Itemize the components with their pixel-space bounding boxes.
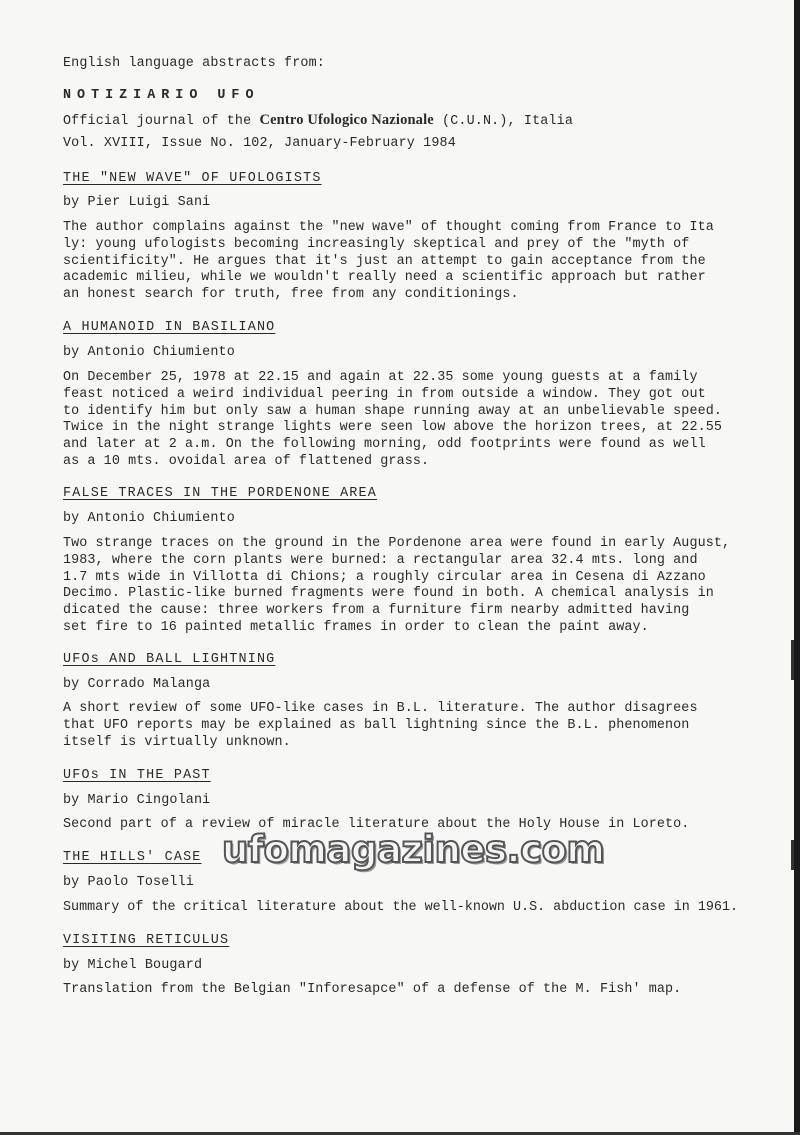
scan-edge-right: [794, 0, 800, 1135]
article-abstract: Second part of a review of miracle literature about the Holy House in Loreto.: [63, 817, 690, 832]
article-title: FALSE TRACES IN THE PORDENONE AREA: [63, 486, 378, 501]
article-abstract: Summary of the critical literature about the well-known U.S. abduction case in 1961.: [63, 900, 738, 915]
article-author: by Mario Cingolani: [63, 793, 211, 808]
article-author: by Antonio Chiumiento: [63, 511, 235, 526]
article-author: by Paolo Toselli: [63, 875, 194, 890]
article-author: by Michel Bougard: [63, 958, 203, 973]
official-suffix: (C.U.N.), Italia: [433, 114, 574, 129]
article-abstract: The author complains against the "new wave" of thought coming from France to Ita ly: young ufologists becoming increasingly skeptical and prey of the "myth of scientificity". He argues that it's just an attempt to gain acceptance from the academic milieu, while we wouldn't really need a scientific approach but rather an honest search for truth, free from any conditionings.: [63, 220, 714, 303]
article-author: by Antonio Chiumiento: [63, 345, 235, 360]
official-prefix: Official journal of the: [63, 114, 260, 129]
journal-description: [63, 112, 573, 131]
article-title: A HUMANOID IN BASILIANO: [63, 320, 276, 335]
article-title: THE HILLS' CASE: [63, 850, 202, 865]
article-title: UFOs IN THE PAST: [63, 768, 211, 783]
journal-title: NOTIZIARIO UFO: [63, 88, 260, 103]
watermark-logo: ufomagazines.com: [222, 828, 605, 871]
article-title: VISITING RETICULUS: [63, 933, 230, 948]
article-author: by Corrado Malanga: [63, 677, 211, 692]
organization-name: Centro Ufologico Nazionale: [259, 112, 434, 128]
article-title: THE "NEW WAVE" OF UFOLOGISTS: [63, 171, 322, 186]
scan-mark: [791, 640, 794, 680]
issue-line: Vol. XVIII, Issue No. 102, January-February 1984: [63, 136, 456, 151]
article-title: UFOs AND BALL LIGHTNING: [63, 652, 276, 667]
article-author: by Pier Luigi Sani: [63, 195, 211, 210]
intro-line: English language abstracts from:: [63, 56, 325, 71]
article-abstract: Two strange traces on the ground in the Pordenone area were found in early August, 1983, where the corn plants were burned: a rectangular area 32.4 mts. long and 1.7 mts wide in Villotta di Chions; a roughly circular area in Cesena di Azzano Decimo. Plastic-like burned fragments were found in both. A chemical analysis in dicated the cause: three workers from a furniture firm nearby admitted having set fire to 16 painted metallic frames in order to clean the paint away.: [63, 536, 731, 635]
article-abstract: A short review of some UFO-like cases in B.L. literature. The author disagrees that UFO reports may be explained as ball lightning since the B.L. phenomenon itself is virtually unknown.: [63, 701, 698, 750]
scan-mark: [791, 840, 794, 870]
article-abstract: On December 25, 1978 at 22.15 and again at 22.35 some young guests at a family feast noticed a weird individual peering in from outside a window. They got out to identify him but only saw a human shape running away at an unbelievable speed. Twice in the night strange lights were seen low above the horizon trees, at 22.55 and later at 2 a.m. On the following morning, odd footprints were found as well as a 10 mts. ovoidal area of flattened grass.: [63, 370, 722, 469]
article-abstract: Translation from the Belgian "Inforesapce" of a defense of the M. Fish' map.: [63, 982, 682, 997]
